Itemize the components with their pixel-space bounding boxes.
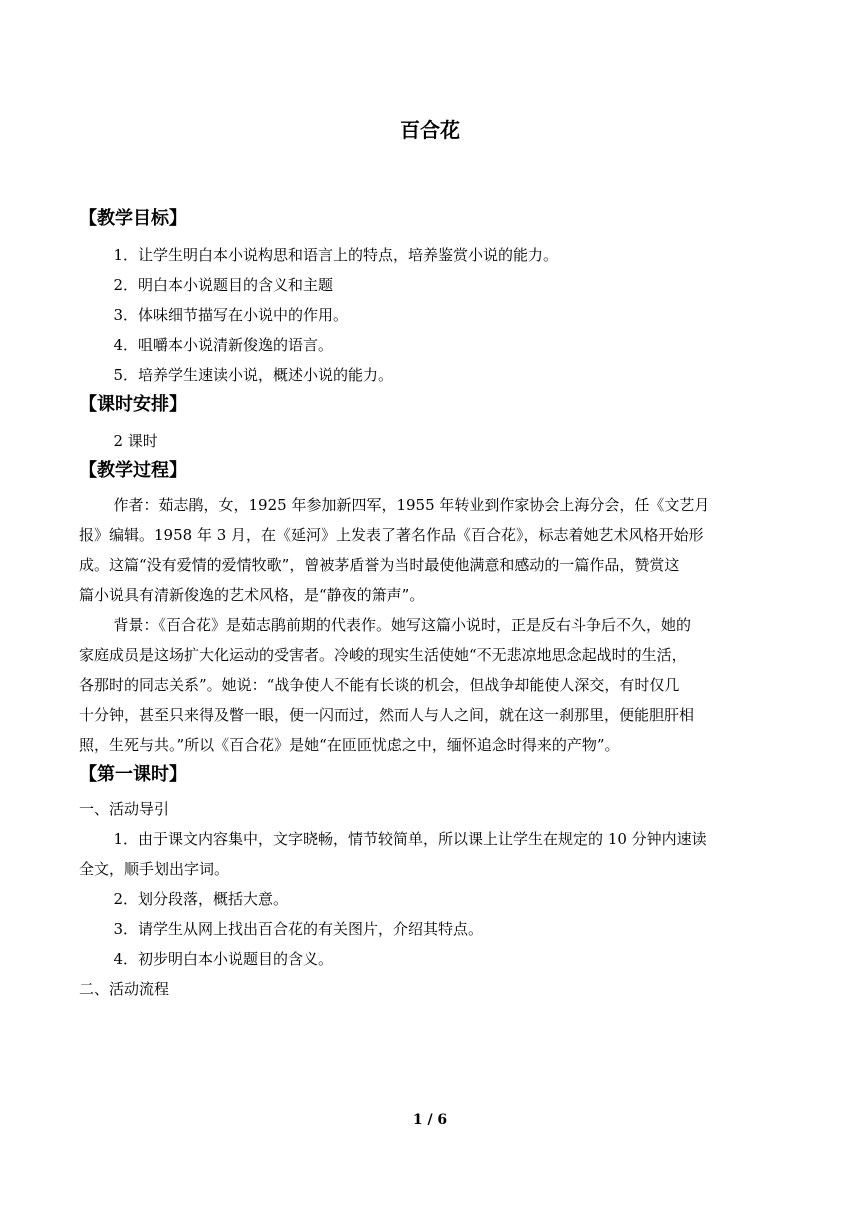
author-line: 作者：茹志鹃，女，1925 年参加新四军，1955 年转业到作家协会上海分会，任《文艺月	[113, 496, 710, 514]
lesson1-item: 4．初步明白本小说题目的含义。	[113, 950, 334, 968]
background-line: 照，生死与共。”所以《百合花》是她“在匝匝忧虑之中，缅怀追念时得来的产物”。	[79, 736, 620, 754]
author-line: 篇小说具有清新俊逸的艺术风格，是“静夜的箫声”。	[79, 586, 425, 604]
page-number: 1 / 6	[412, 1112, 448, 1128]
objective-item: 2．明白本小说题目的含义和主题	[113, 276, 334, 294]
lesson1-item: 2．划分段落，概括大意。	[113, 890, 289, 908]
objective-item: 1．让学生明白本小说构思和语言上的特点，培养鉴赏小说的能力。	[113, 246, 559, 264]
background-line: 家庭成员是这场扩大化运动的受害者。冷峻的现实生活使她“不无悲凉地思念起战时的生活，	[79, 646, 687, 664]
lesson1-item1-line: 1．由于课文内容集中，文字晓畅，情节较简单，所以课上让学生在规定的 10 分钟内速读	[113, 830, 707, 848]
author-line: 报》编辑。1958 年 3 月，在《延河》上发表了著名作品《百合花》，标志着她艺术风格开始形	[79, 526, 704, 544]
lesson1-item: 3．请学生从网上找出百合花的有关图片，介绍其特点。	[113, 920, 484, 938]
schedule-text: 2 课时	[113, 432, 158, 450]
objective-item: 5．培养学生速读小说，概述小说的能力。	[113, 366, 394, 384]
lesson1-part1-title: 一、活动导引	[79, 800, 170, 818]
section-heading-objectives: 【教学目标】	[79, 208, 187, 229]
objective-item: 4．咀嚼本小说清新俊逸的语言。	[113, 336, 334, 354]
author-paragraph	[79, 490, 783, 610]
section-heading-process: 【教学过程】	[79, 460, 187, 481]
background-line: 各那时的同志关系”。她说：“战争使人不能有长谈的机会，但战争却能使人深交，有时仅几	[79, 676, 680, 694]
lesson1-item1	[79, 824, 783, 884]
lesson1-part2-title: 二、活动流程	[79, 980, 170, 998]
lesson1-item1-line: 全文，顺手划出字词。	[79, 860, 230, 878]
section-heading-schedule: 【课时安排】	[79, 394, 187, 415]
document-title: 百合花	[400, 118, 460, 142]
background-paragraph	[79, 610, 783, 760]
background-line: 十分钟，甚至只来得及瞥一眼，便一闪而过，然而人与人之间，就在这一刹那里，便能胆肝相	[79, 706, 695, 724]
author-line: 成。这篇“没有爱情的爱情牧歌”，曾被茅盾誉为当时最使他满意和感动的一篇作品，赞赏这	[79, 556, 680, 574]
background-line: 背景：《百合花》是茹志鹃前期的代表作。她写这篇小说时，正是反右斗争后不久，她的	[113, 616, 692, 634]
objective-item: 3．体味细节描写在小说中的作用。	[113, 306, 349, 324]
section-heading-lesson1: 【第一课时】	[79, 764, 187, 785]
document-body	[79, 204, 783, 1004]
